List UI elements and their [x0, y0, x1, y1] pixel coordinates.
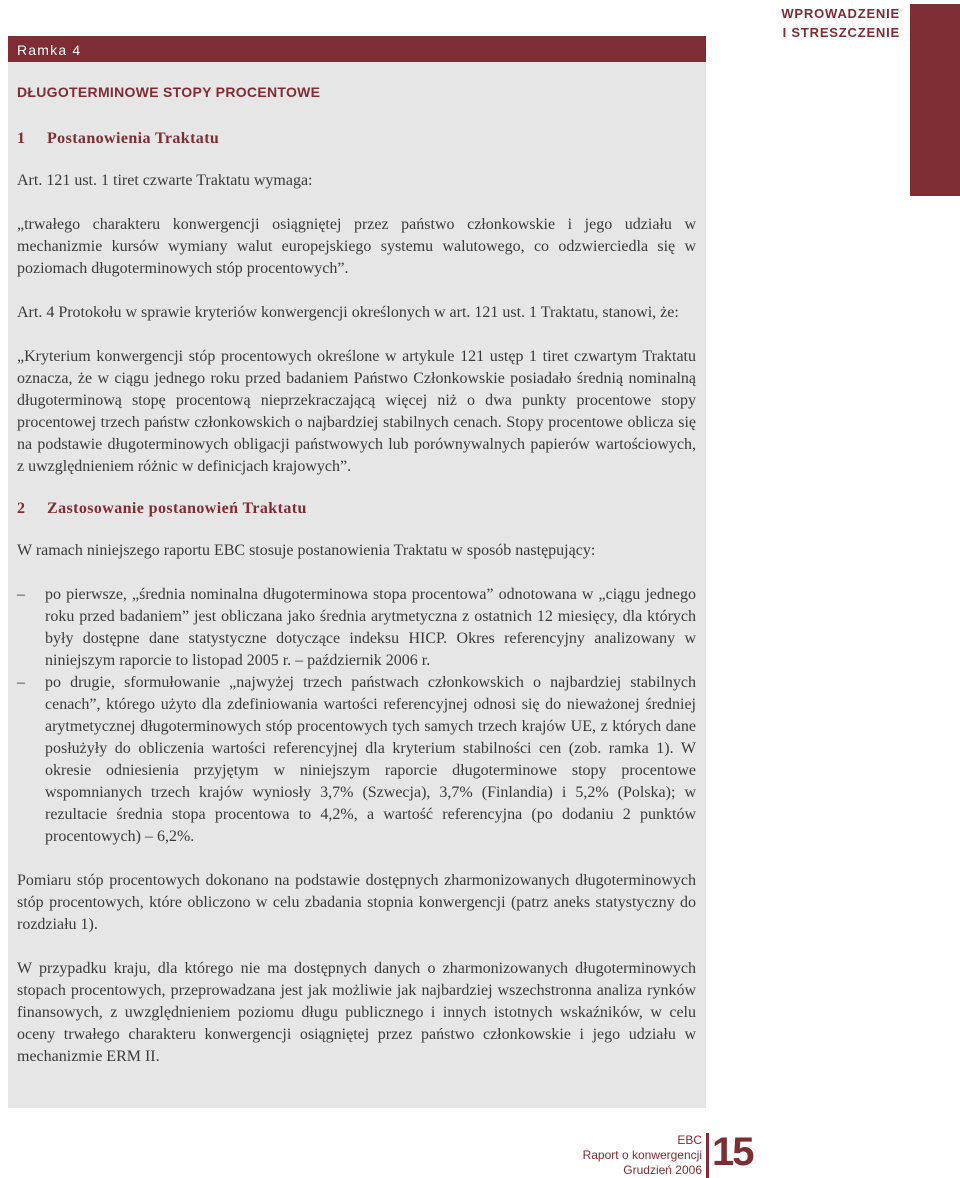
section-1-title: Postanowienia Traktatu	[47, 130, 220, 147]
list-item	[17, 672, 696, 848]
box-label: Ramka 4	[8, 36, 706, 62]
section-label-line2: I STRESZCZENIE	[782, 25, 900, 40]
list-item	[17, 584, 696, 672]
dash-bullet: –	[17, 674, 25, 691]
paragraph-intro: W ramach niniejszego raportu EBC stosuje postanowienia Traktatu w sposób następujący:	[17, 542, 596, 559]
section-2-title: Zastosowanie postanowień Traktatu	[47, 500, 307, 517]
paragraph-measurement: Pomiaru stóp procentowych dokonano na podstawie dostępnych zharmonizowanych długoterminowych stóp procentowych, które obliczono w celu zbadania stopnia konwergencji (patrz aneks statystyczny do rozdziału 1).	[17, 872, 696, 933]
section-1-number: 1	[17, 130, 26, 147]
section-label-line1: WPROWADZENIE	[781, 6, 900, 21]
section-1-heading	[17, 130, 696, 152]
footer	[583, 1133, 702, 1178]
box-title: DŁUGOTERMINOWE STOPY PROCENTOWE	[17, 84, 321, 100]
footer-publisher: EBC	[677, 1133, 702, 1147]
footer-divider	[706, 1133, 709, 1178]
paragraph-art-121: Art. 121 ust. 1 tiret czwarte Traktatu wymaga:	[17, 172, 313, 189]
section-2-number: 2	[17, 500, 26, 517]
paragraph-no-data: W przypadku kraju, dla którego nie ma dostępnych danych o zharmonizowanych długoterminowych stopach procentowych, przeprowadzana jest jak możliwie jak najbardziej wszechstronna analiza rynków finansowych, z uwzględnieniem poziomu długu publicznego i innych istotnych wskaźników, w celu oceny trwałego charakteru konwergencji osiągniętej przez państwo członkowskie i jego udziału w mechanizmie ERM II.	[17, 960, 696, 1065]
application-list	[17, 584, 696, 848]
list-item-text: po pierwsze, „średnia nominalna długoterminowa stopa procentowa” odnotowana w „ciągu jednego roku przed badaniem” jest obliczana jako średnia arytmetyczna z ostatnich 12 miesięcy, dla których były dostępne dane statystyczne dotyczące indeksu HICP. Okres referencyjny analizowany w niniejszym raporcie to listopad 2005 r. – październik 2006 r.	[45, 586, 696, 669]
page-number: 15	[712, 1130, 753, 1174]
corner-tab	[910, 4, 960, 196]
paragraph-protocol: Art. 4 Protokołu w sprawie kryteriów konwergencji określonych w art. 121 ust. 1 Traktatu, stanowi, że:	[17, 304, 679, 321]
list-item-text: po drugie, sformułowanie „najwyżej trzech państwach członkowskich o najbardziej stabilnych cenach”, którego użyto dla zdefiniowania wartości referencyjnej odnosi się do nieważonej średniej arytmetycznej długoterminowych stóp procentowych tych samych trzech krajów UE, z których dane posłużyły do obliczenia wartości referencyjnej dla kryterium stabilności cen (zob. ramka 1). W okresie odniesienia przyjętym w niniejszym raporcie długoterminowe stopy procentowe wspomnianych trzech krajów wyniosły 3,7% (Szwecja), 3,7% (Finlandia) i 5,2% (Polska); w rezultacie średnia stopa procentowa to 4,2%, a wartość referencyjna (po dodaniu 2 punktów procentowych) – 6,2%.	[45, 674, 696, 845]
section-2-heading	[17, 500, 696, 522]
box-content	[8, 62, 706, 1108]
quote-criterion: „Kryterium konwergencji stóp procentowych określone w artykule 121 ustęp 1 tiret czwartym Traktatu oznacza, że w ciągu jednego roku przed badaniem Państwo Członkowskie posiadało średnią nominalną długoterminową stopę procentową nieprzekraczającą więcej niż o dwa punkty procentowe stopy procentowej trzech państw członkowskich o najbardziej stabilnych cenach. Stopy procentowe oblicza się na podstawie długoterminowych obligacji państwowych lub porównywalnych papierów wartościowych, z uwzględnieniem różnic w definicjach krajowych”.	[17, 348, 696, 475]
footer-date: Grudzień 2006	[623, 1163, 702, 1177]
dash-bullet: –	[17, 586, 25, 603]
quote-convergence: „trwałego charakteru konwergencji osiągniętej przez państwo członkowskie i jego udziału w mechanizmie kursów wymiany walut europejskiego systemu walutowego, co odzwierciedla się w poziomach długoterminowych stóp procentowych”.	[17, 216, 696, 277]
footer-report-title: Raport o konwergencji	[582, 1148, 702, 1162]
section-label	[781, 4, 900, 42]
